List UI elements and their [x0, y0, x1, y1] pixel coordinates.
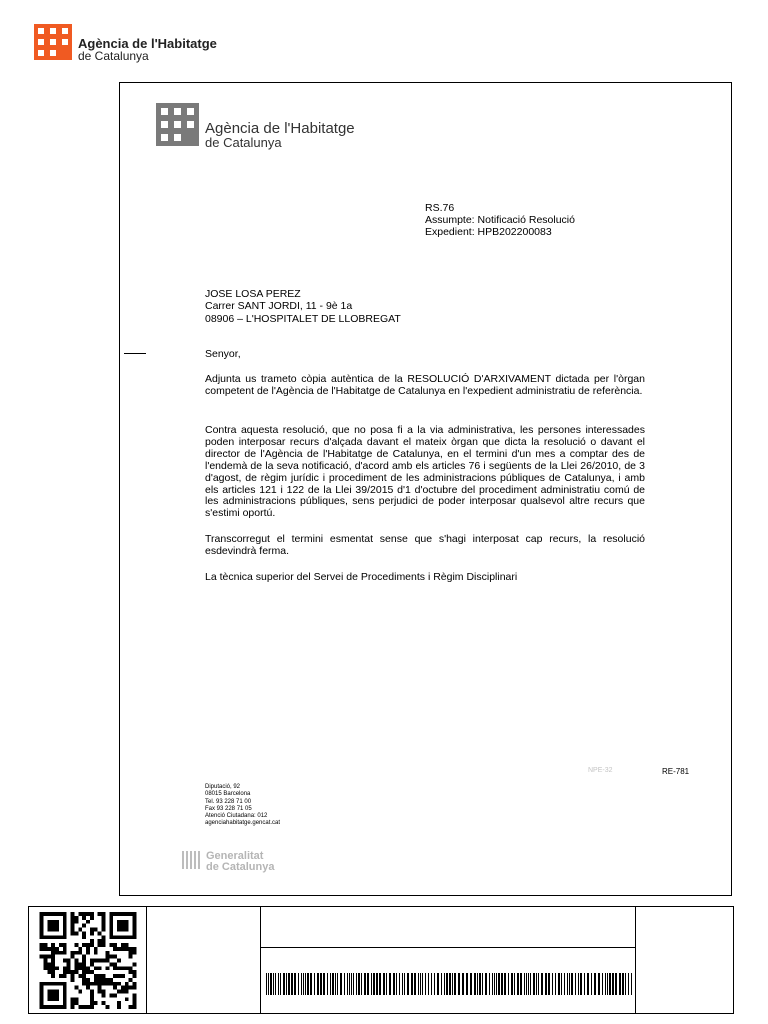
top-logo-line2: de Catalunya	[78, 49, 149, 63]
body-paragraph-3: Transcorregut el termini esmentat sense que s'hagi interposat cap recurs, la resolució esdevindrà ferma.	[205, 533, 645, 557]
reference-block	[425, 202, 575, 238]
reference-file: Expedient: HPB202200083	[425, 226, 552, 238]
generalitat-emblem-icon	[180, 849, 202, 871]
barcode-icon	[266, 973, 632, 995]
generalitat-line1: Generalitat	[206, 850, 264, 862]
body-paragraph-2: Contra aquesta resolució, que no posa fi a la via administrativa, les persones interessades poden interposar recurs d'alçada davant el mateix òrgan que dicta la resolució o davant el director de l'Agència de l'Habitatge de Catalunya, en el termini d'un mes a comptar des de l'endemà de la seva notificació, d'acord amb els articles 76 i següents de la Llei 26/2010, de 3 d'agost, de règim jurídic i procediment de les administracions públiques de Catalunya, i amb els articles 121 i 122 de la Llei 39/2015 d'1 d'octubre del procediment administratiu comú de les administracions públiques, sens perjudici de poder interposar qualsevol altre recurs que s'estimi oportú.	[205, 424, 645, 520]
generalitat-logo	[180, 849, 290, 873]
footer-address	[205, 784, 280, 828]
top-logo-line1: Agència de l'Habitatge	[78, 36, 217, 51]
body-paragraph-1: Adjunta us trameto còpia autèntica de la RESOLUCIÓ D'ARXIVAMENT dictada per l'òrgan competent de l'Agència de l'Habitatge de Catalunya en l'expedient administratiu de referència.	[205, 373, 645, 397]
recipient-name: JOSE LOSA PEREZ	[205, 288, 301, 300]
recipient-city: 08906 – L'HOSPITALET DE LLOBREGAT	[205, 312, 401, 325]
footer-address-line: Atenció Ciutadana: 012	[205, 813, 268, 820]
box-divider	[260, 907, 261, 1013]
box-divider	[635, 907, 636, 1013]
agency-grid-icon	[34, 24, 72, 60]
box-divider	[146, 907, 147, 1013]
recipient-address	[205, 288, 401, 325]
qr-code-icon	[38, 912, 138, 1009]
footer-address-line: Tel. 93 228 71 00	[205, 798, 252, 805]
footer-address-line: 08015 Barcelona	[205, 791, 251, 798]
reference-subject: Assumpte: Notificació Resolució	[425, 214, 575, 226]
reference-code: RS.76	[425, 202, 455, 214]
footer-address-line: agenciahabitatge.gencat.cat	[205, 820, 281, 827]
agency-logo-top	[34, 24, 224, 64]
footer-address-line: Fax 93 228 71 05	[205, 805, 252, 812]
fold-mark	[124, 353, 146, 354]
salutation: Senyor,	[205, 348, 241, 360]
box-divider	[260, 947, 636, 948]
footer-address-line: Diputació, 92	[205, 784, 241, 790]
npe-code: NPE-32	[588, 767, 613, 774]
letterhead-grid-icon	[156, 103, 199, 146]
letterhead-line1: Agència de l'Habitatge	[205, 120, 355, 137]
recipient-street: Carrer SANT JORDI, 11 - 9è 1a	[205, 300, 353, 313]
signature-line: La tècnica superior del Servei de Procediments i Règim Disciplinari	[205, 571, 518, 583]
letterhead-logo	[156, 103, 376, 153]
letterhead-line2: de Catalunya	[205, 135, 282, 150]
generalitat-line2: de Catalunya	[206, 861, 275, 873]
re-code: RE-781	[662, 767, 690, 776]
